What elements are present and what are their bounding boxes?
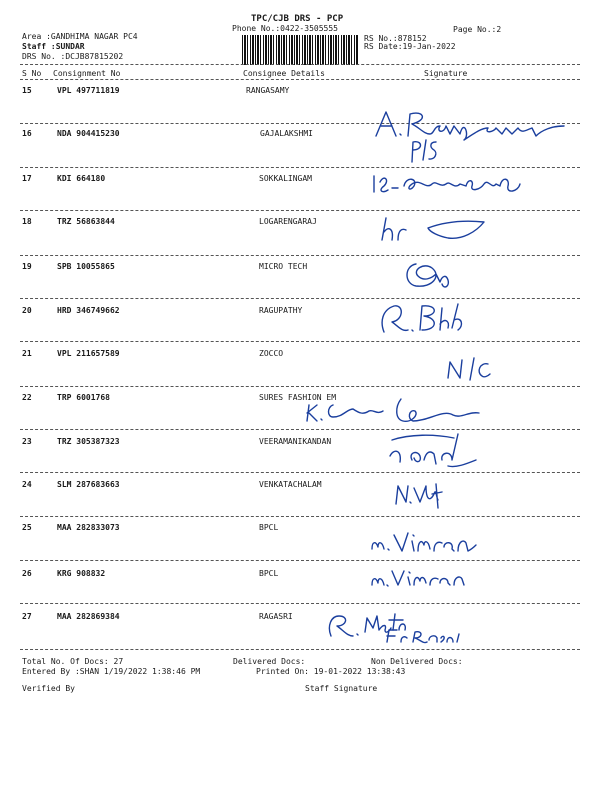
row-consignee: ZOCCO: [259, 349, 284, 358]
row-sno: 21: [22, 349, 32, 358]
col-consignee: Consignee Details: [243, 69, 325, 78]
row-divider: [20, 429, 580, 430]
page-number: Page No.:2: [453, 25, 502, 34]
row-consignee: VEERAMANIKANDAN: [259, 437, 332, 446]
signature-row-18: [378, 214, 490, 244]
signature-row-19: [402, 260, 454, 290]
staff-label: Staff :SUNDAR: [22, 42, 85, 51]
signature-row-25: [368, 527, 478, 557]
signature-row-17: [370, 172, 525, 198]
row-divider: [20, 560, 580, 561]
row-consignee: MICRO TECH: [259, 262, 308, 271]
row-consignee: VENKATACHALAM: [259, 480, 322, 489]
row-consignee: LOGARENGARAJ: [259, 217, 317, 226]
row-consignment: VPL 211657589: [57, 349, 120, 358]
row-consignment: KDI 664180: [57, 174, 106, 183]
delivered-docs: Delivered Docs:: [233, 657, 306, 666]
header-divider: [20, 79, 580, 80]
verified-by: Verified By: [22, 684, 75, 693]
row-sno: 23: [22, 437, 32, 446]
row-sno: 19: [22, 262, 32, 271]
row-consignee: SOKKALINGAM: [259, 174, 312, 183]
rs-date: RS Date:19-Jan-2022: [364, 42, 456, 51]
row-consignment: TRP 6001768: [57, 393, 110, 402]
row-divider: [20, 386, 580, 387]
drs-number: DRS No. :DCJB87815202: [22, 52, 124, 61]
row-divider: [20, 516, 580, 517]
row-sno: 26: [22, 569, 32, 578]
row-consignment: TRZ 56863844: [57, 217, 115, 226]
signature-row-26: [368, 567, 468, 589]
row-sno: 15: [22, 86, 32, 95]
row-consignment: MAA 282869384: [57, 612, 120, 621]
total-docs: Total No. Of Docs: 27: [22, 657, 124, 666]
row-consignee: RANGASAMY: [246, 86, 290, 95]
signature-row-20: [378, 300, 466, 338]
row-consignee: RAGASRI: [259, 612, 293, 621]
area-label: Area :GANDHIMA NAGAR PC4: [22, 32, 138, 41]
row-sno: 24: [22, 480, 32, 489]
row-consignment: TRZ 305387323: [57, 437, 120, 446]
row-divider: [20, 255, 580, 256]
signature-row-23: [382, 430, 480, 470]
row-divider: [20, 603, 580, 604]
rs-number: RS No.:878152: [364, 34, 427, 43]
row-consignment: SPB 10055865: [57, 262, 115, 271]
row-consignment: HRD 346749662: [57, 306, 120, 315]
row-divider: [20, 649, 580, 650]
signature-row-21: [444, 354, 492, 382]
row-divider: [20, 472, 580, 473]
col-signature: Signature: [424, 69, 468, 78]
col-consignment: Consignment No: [53, 69, 121, 78]
row-consignment: NDA 904415230: [57, 129, 120, 138]
row-sno: 22: [22, 393, 32, 402]
row-consignment: KRG 908832: [57, 569, 106, 578]
non-delivered-docs: Non Delivered Docs:: [371, 657, 463, 666]
row-consignee: RAGUPATHY: [259, 306, 303, 315]
row-sno: 17: [22, 174, 32, 183]
signature-row-15: [372, 108, 567, 140]
signature-row-27: [325, 610, 465, 650]
row-sno: 16: [22, 129, 32, 138]
staff-signature: Staff Signature: [305, 684, 378, 693]
row-consignee: GAJALAKSHMI: [260, 129, 313, 138]
col-sno: S No: [22, 69, 42, 78]
signature-row-24: [392, 480, 444, 510]
row-divider: [20, 341, 580, 342]
row-divider: [20, 167, 580, 168]
row-sno: 20: [22, 306, 32, 315]
document-title: TPC/CJB DRS - PCP: [251, 14, 344, 24]
row-consignee: SURES FASHION EM: [259, 393, 337, 402]
header-divider: [20, 64, 580, 65]
row-sno: 25: [22, 523, 32, 532]
barcode: [242, 35, 358, 65]
row-consignment: SLM 287683663: [57, 480, 120, 489]
row-consignment: VPL 497711819: [57, 86, 120, 95]
row-consignment: MAA 282833073: [57, 523, 120, 532]
phone-number: Phone No.:0422-3505555: [232, 24, 338, 33]
row-sno: 18: [22, 217, 32, 226]
entered-by: Entered By :SHAN 1/19/2022 1:38:46 PM: [22, 667, 201, 676]
row-divider: [20, 298, 580, 299]
row-divider: [20, 210, 580, 211]
row-consignee: BPCL: [259, 569, 279, 578]
row-sno: 27: [22, 612, 32, 621]
row-consignee: BPCL: [259, 523, 279, 532]
signature-row-22: [303, 397, 483, 425]
signature-row-16: [409, 136, 439, 164]
printed-on: Printed On: 19-01-2022 13:38:43: [256, 667, 406, 676]
